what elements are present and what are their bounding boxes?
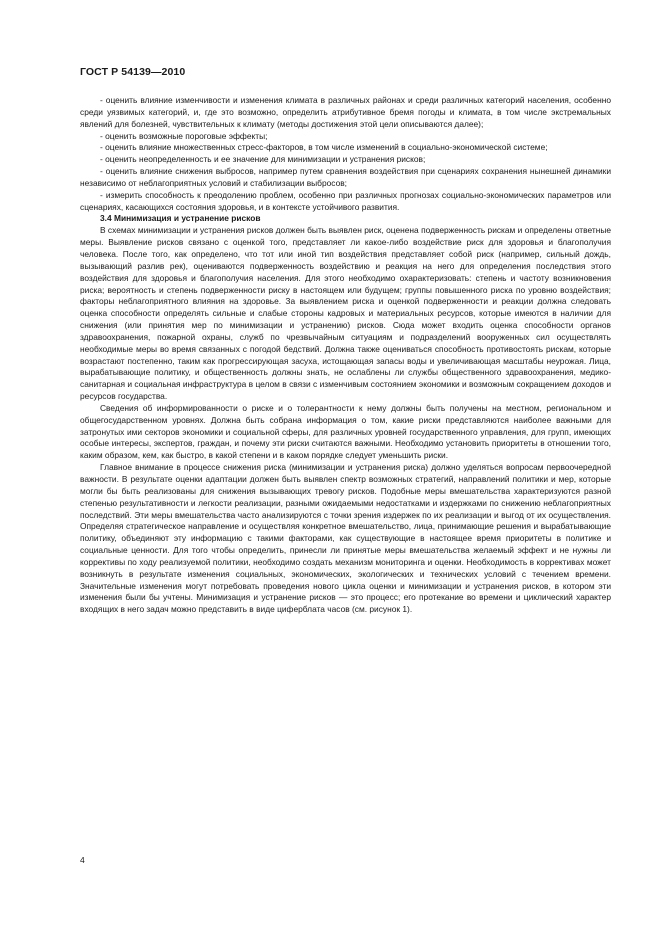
section-paragraph: Главное внимание в процессе снижения риска (минимизации и устранения риска) должно уделяться вопросам первоочередной важности. В результате оценки адаптации должен быть выявлен спектр возможных стратегий, направлений политики и мер, которые могли бы быть реализованы для снижения вызывающих тревогу рисков. Подобные меры вмешательства характеризуются разной степенью результативности и легкости реализации, разными ожидаемыми недостатками и издержками по снижению неблагоприятных последствий. Эти меры вмешательства часто анализируются с точки зрения издержек по их реализации и выгод от их осуществления. Определяя стратегическое направление и осуществляя конкретное вмешательство, лица, принимающие решения и вырабатывающие политику, объединяют эту информацию с такими факторами, как существующие в настоящее время приоритеты в политике и социальные ценности. Для того чтобы определить, принесли ли принятые меры вмешательства желаемый эффект и не нужны ли коррективы по ходу реализуемой политики, необходимо создать механизм мониторинга и оценки. Необходимость в коррективах может возникнуть в результате изменения социальных, экономических, экологических и технических условий с течением времени. Значительные изменения могут потребовать проведения нового цикла оценки и минимизации и устранения рисков, в котором эти изменения были бы учтены. Минимизация и устранение рисков — это процесс; его протекание во времени и циклический характер входящих в него задач можно представить в виде циферблата часов (см. рисунок 1). [80, 462, 611, 615]
page-body [80, 95, 611, 616]
section-title: 3.4 Минимизация и устранение рисков [100, 213, 261, 224]
section-paragraph: В схемах минимизации и устранения рисков должен быть выявлен риск, оценена подверженность рискам и определены ответные меры. Выявление рисков связано с оценкой того, представляет ли какое-либо воздействие риск для здоровья и благополучия человека. После того, как определено, что тот или иной тип воздействия представляет собой риск (например, сильный дождь, вызывающий разлив рек), оцениваются подверженность воздействию и реакция на него для определения последствия этого воздействия для здоровья и благополучия населения. Для этого необходимо охарактеризовать: степень и частоту возникновения риска; вероятность и степень подверженности риску в настоящем или будущем; группы повышенного риска по уровню воздействия; факторы неблагоприятного влияния на здоровье. За выявлением риска и оценкой подверженности и реакции должна следовать оценка способности определять сильные и слабые стороны кадровых и материальных ресурсов, которые имеются в наличии для снижения (или принятия мер по минимизации и устранению) рисков. Сюда может входить оценка способности органов здравоохранения, пожарной охраны, служб по чрезвычайным ситуациям и подразделений вооруженных сил осуществлять необходимые меры во время связанных с погодой бедствий. Должна также оцениваться способность противостоять рискам, которые возрастают постепенно, таким как прогрессирующая засуха, истощающая запасы воды и увеличивающая масштабы неурожая. Лица, вырабатывающие политику, и общественность должны знать, не ослаблены ли службы общественного здравоохранения, медико-санитарная и социальная инфраструктура в целом в связи с изменчивым состоянием экономики и возможным сокращением доходов и ресурсов государства. [80, 225, 611, 402]
section-paragraph: Сведения об информированности о риске и о толерантности к нему должны быть получены на местном, региональном и общегосударственном уровнях. Должна быть собрана информация о том, какие риски представляются наиболее важными для затронутых ими секторов экономики и социальной сферы, для различных уровней государственного управления, для групп, имеющих особые интересы, экспертов, граждан, и почему эти риски считаются важными. Необходимо установить приоритеты в отношении того, каким образом, кем, как быстро, в какой степени и в каком порядке следует уменьшить риски. [80, 402, 611, 461]
page-number: 4 [80, 855, 85, 865]
bullet-item: - оценить неопределенность и ее значение для минимизации и устранения рисков; [100, 154, 426, 165]
bullet-item: - оценить возможные пороговые эффекты; [100, 130, 268, 141]
bullet-item: - оценить влияние изменчивости и изменения климата в различных районах и среди различных категорий населения, особенно среди уязвимых категорий, и, где это возможно, определить атрибутивное бремя погоды и климата, в том числе экстремальных явлений для болезней, чувствительных к климату (методы достижения этой цели описываются далее); [80, 95, 611, 129]
document-header: ГОСТ Р 54139—2010 [80, 66, 186, 78]
bullet-item: - оценить влияние множественных стресс-факторов, в том числе изменений в социально-экономической системе; [100, 142, 548, 153]
bullet-item: - измерить способность к преодолению проблем, особенно при различных прогнозах социально-экономических параметров или сценариях, касающихся состояния здоровья, и в контексте устойчивого развития. [80, 189, 611, 212]
bullet-item: - оценить влияние снижения выбросов, например путем сравнения воздействия при сценариях сохранения нынешней динамики независимо от неблагоприятных условий и стабилизации выбросов; [80, 166, 611, 188]
